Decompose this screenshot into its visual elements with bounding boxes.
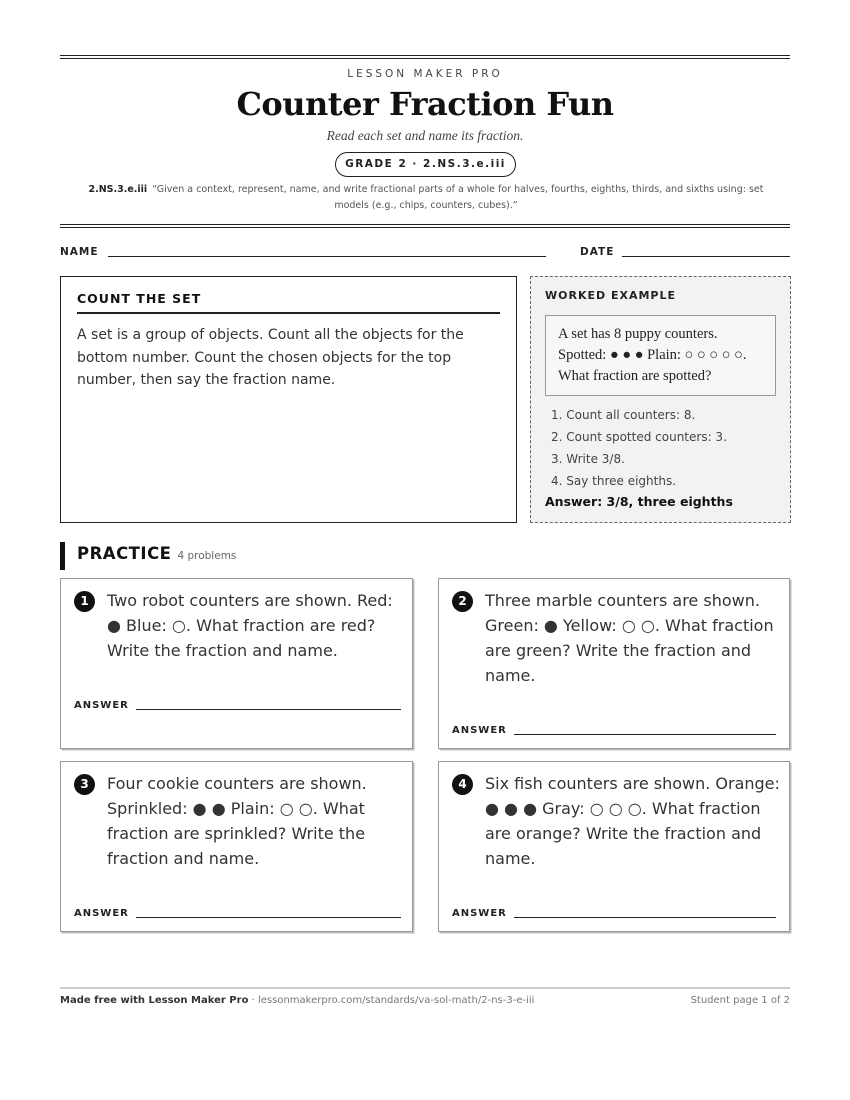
answer-field[interactable] <box>136 709 401 710</box>
footer-rule <box>60 987 790 989</box>
name-field[interactable] <box>108 256 546 257</box>
answer-field[interactable] <box>514 734 776 735</box>
worked-example-step: 4. Say three eighths. <box>551 474 677 488</box>
problem-number: 1 <box>74 591 95 612</box>
problem-card <box>438 578 790 749</box>
worked-example-line: A set has 8 puppy counters. <box>558 326 718 342</box>
footer-made-with: Made free with Lesson Maker Pro <box>60 995 249 1006</box>
problem-text: Six fish counters are shown. Orange: ● ● ● Gray: ○ ○ ○. What fraction are orange? Write the fraction and name. <box>485 774 780 868</box>
date-field[interactable] <box>622 256 790 257</box>
date-label: DATE <box>580 246 615 258</box>
worked-example-steps <box>545 404 776 492</box>
problem-text: Four cookie counters are shown. Sprinkled: ● ● Plain: ○ ○. What fraction are sprinkled? Write the fraction and name. <box>107 774 367 868</box>
problem-card <box>438 761 790 932</box>
problem-number: 4 <box>452 774 473 795</box>
standard-description <box>70 182 782 214</box>
standard-text: “Given a context, represent, name, and write fractional parts of a whole for halves, fourths, eighths, thirds, and sixths using: set models (e.g., chips, counters, cubes).” <box>152 184 764 211</box>
practice-title: PRACTICE <box>77 544 172 563</box>
count-the-set-panel <box>60 276 517 523</box>
answer-label: ANSWER <box>452 908 507 919</box>
practice-count: 4 problems <box>177 550 237 562</box>
worked-example-step: 1. Count all counters: 8. <box>551 408 696 422</box>
brand-name: LESSON MAKER PRO <box>347 68 503 80</box>
answer-label: ANSWER <box>452 725 507 736</box>
name-label: NAME <box>60 246 99 258</box>
worked-example-step: 2. Count spotted counters: 3. <box>551 430 727 444</box>
footer-url: · lessonmakerpro.com/standards/va-sol-math/2-ns-3-e-iii <box>248 995 535 1006</box>
header-top-rule <box>60 55 790 59</box>
header-bottom-rule <box>60 224 790 228</box>
worksheet-title: Counter Fraction Fun <box>236 85 614 123</box>
footer-page-number: Student page 1 of 2 <box>690 995 790 1006</box>
worksheet-subtitle: Read each set and name its fraction. <box>326 128 524 143</box>
worked-example-answer: Answer: 3/8, three eighths <box>545 494 733 509</box>
worked-example-step: 3. Write 3/8. <box>551 452 625 466</box>
footer-credit <box>60 995 534 1006</box>
problem-card <box>60 761 413 932</box>
worked-example-line: What fraction are spotted? <box>558 368 712 384</box>
answer-field[interactable] <box>514 917 776 918</box>
problem-card <box>60 578 413 749</box>
count-the-set-body: A set is a group of objects. Count all the objects for the bottom number. Count the chosen objects for the top number, then say the fraction name. <box>77 327 464 388</box>
practice-accent-bar <box>60 542 65 570</box>
answer-label: ANSWER <box>74 908 129 919</box>
problem-number: 3 <box>74 774 95 795</box>
answer-label: ANSWER <box>74 700 129 711</box>
worked-example-line: Spotted: ● ● ● Plain: ○ ○ ○ ○ ○. <box>558 347 747 363</box>
practice-heading <box>77 544 236 563</box>
problem-text: Three marble counters are shown. Green: ● Yellow: ○ ○. What fraction are green? Write the fraction and name. <box>485 591 774 685</box>
worked-example-panel <box>530 276 791 523</box>
problem-text: Two robot counters are shown. Red: ● Blue: ○. What fraction are red? Write the fraction and name. <box>107 591 393 660</box>
answer-field[interactable] <box>136 917 401 918</box>
standard-code: 2.NS.3.e.iii <box>88 184 148 195</box>
worked-example-title: WORKED EXAMPLE <box>545 289 676 302</box>
grade-badge: GRADE 2 · 2.NS.3.e.iii <box>335 152 516 177</box>
count-the-set-title: COUNT THE SET <box>77 291 500 314</box>
problem-number: 2 <box>452 591 473 612</box>
worked-example-card <box>545 315 776 396</box>
